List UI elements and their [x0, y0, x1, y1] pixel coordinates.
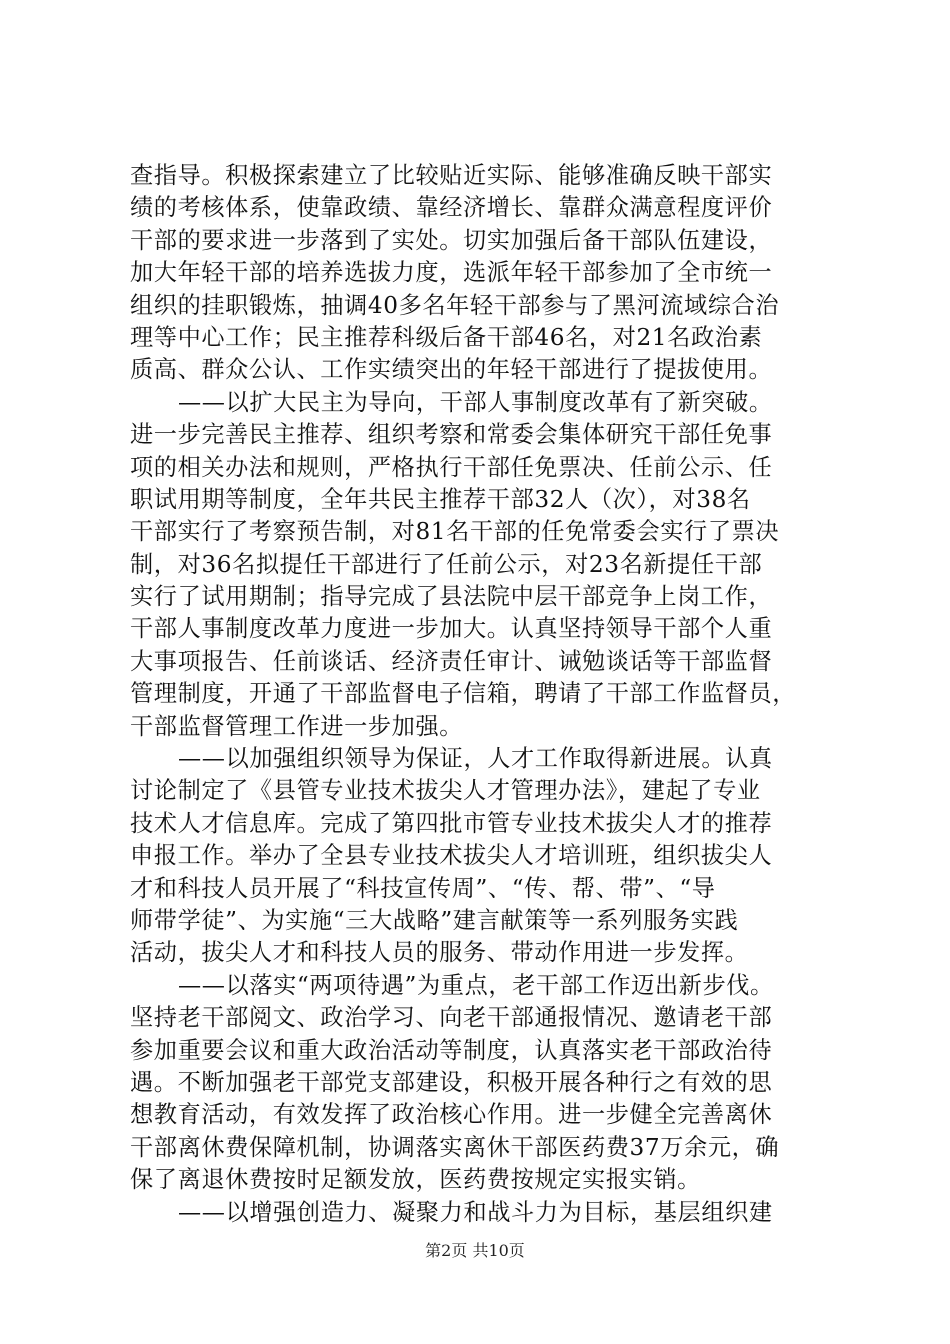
text-line: 管理制度，开通了干部监督电子信箱，聘请了干部工作监督员，: [130, 680, 797, 708]
text-line: 实行了试用期制；指导完成了县法院中层干部竞争上岗工作，: [130, 583, 773, 611]
text-line: 组织的挂职锻炼，抽调40多名年轻干部参与了黑河流域综合治: [130, 291, 780, 319]
text-line: 想教育活动，有效发挥了政治核心作用。进一步健全完善离休: [130, 1101, 773, 1129]
text-line: 查指导。积极探索建立了比较贴近实际、能够准确反映干部实: [130, 162, 773, 189]
text-line: 理等中心工作；民主推荐科级后备干部46名，对21名政治素: [130, 323, 763, 351]
text-line: 申报工作。举办了全县专业技术拔尖人才培训班，组织拔尖人: [130, 842, 773, 870]
text-line: 讨论制定了《县管专业技术拔尖人才管理办法》，建起了专业: [130, 777, 761, 805]
text-line: 干部实行了考察预告制，对81名干部的任免常委会实行了票决: [130, 518, 780, 546]
text-line: 干部的要求进一步落到了实处。切实加强后备干部队伍建设，: [130, 226, 773, 254]
paragraph-heading-line: ——以加强组织领导为保证，人才工作取得新进展。认真: [178, 745, 773, 773]
text-line: 绩的考核体系，使靠政绩、靠经济增长、靠群众满意程度评价: [130, 194, 773, 222]
text-line: 干部人事制度改革力度进一步加大。认真坚持领导干部个人重: [130, 615, 773, 643]
text-line: 制，对36名拟提任干部进行了任前公示，对23名新提任干部: [130, 550, 763, 578]
text-line: 技术人才信息库。完成了第四批市管专业技术拔尖人才的推荐: [130, 809, 773, 837]
text-line: 进一步完善民主推荐、组织考察和常委会集体研究干部任免事: [130, 421, 773, 449]
text-line: 项的相关办法和规则，严格执行干部任免票决、任前公示、任: [130, 453, 773, 481]
text-line: 保了离退休费按时足额发放，医药费按规定实报实销。: [130, 1166, 701, 1194]
paragraph-heading-line: ——以扩大民主为导向，干部人事制度改革有了新突破。: [178, 388, 773, 416]
body-text: [130, 160, 842, 1229]
text-line: 才和科技人员开展了“科技宣传周”、“传、帮、带”、“导: [130, 874, 716, 902]
text-line: 加大年轻干部的培养选拔力度，选派年轻干部参加了全市统一: [130, 259, 773, 287]
page-footer: 第2页 共10页: [425, 1241, 525, 1260]
text-line: 大事项报告、任前谈话、经济责任审计、诫勉谈话等干部监督: [130, 647, 773, 675]
text-line: 坚持老干部阅文、政治学习、向老干部通报情况、邀请老干部: [130, 1004, 773, 1032]
text-line: 活动，拔尖人才和科技人员的服务、带动作用进一步发挥。: [130, 939, 749, 967]
text-line: 参加重要会议和重大政治活动等制度，认真落实老干部政治待: [130, 1036, 773, 1064]
text-line: 干部离休费保障机制，协调落实离休干部医药费37万余元，确: [130, 1133, 780, 1161]
text-line: 遇。不断加强老干部党支部建设，积极开展各种行之有效的思: [130, 1068, 773, 1096]
text-line: 师带学徒”、为实施“三大战略”建言献策等一系列服务实践: [130, 906, 739, 934]
paragraph-heading-line: ——以落实“两项待遇”为重点，老干部工作迈出新步伐。: [178, 971, 774, 999]
text-line: 质高、群众公认、工作实绩突出的年轻干部进行了提拔使用。: [130, 356, 773, 384]
paragraph-heading-line: ——以增强创造力、凝聚力和战斗力为目标，基层组织建: [178, 1198, 773, 1226]
text-line: 职试用期等制度，全年共民主推荐干部32人（次），对38名: [130, 485, 751, 513]
text-line: 干部监督管理工作进一步加强。: [130, 712, 464, 740]
